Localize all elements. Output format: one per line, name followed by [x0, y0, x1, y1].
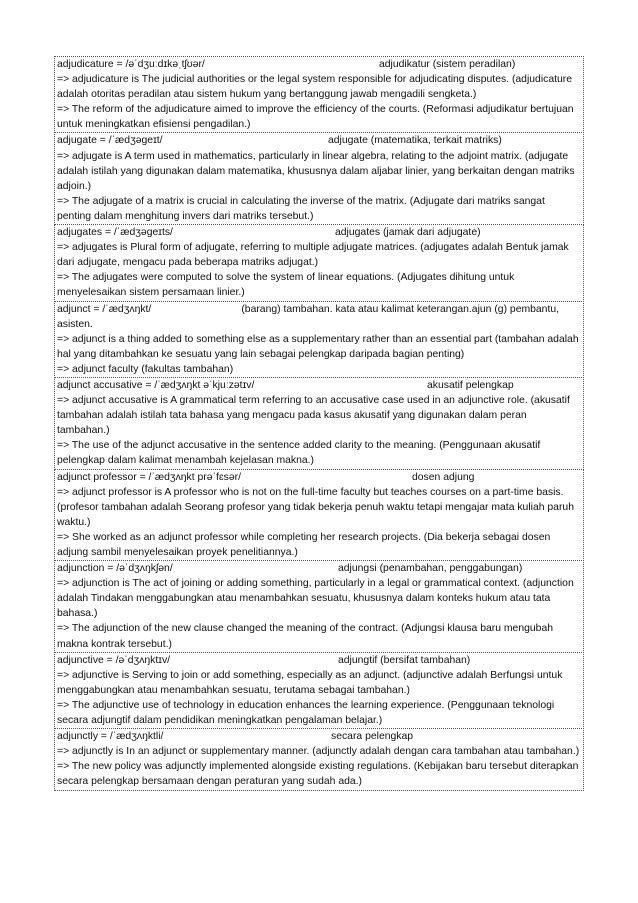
entry-definition: => adjunct accusative is A grammatical term referring to an accusative case used in an adjunctive role. (akusatif tambahan adalah istilah tata bahasa yang mengacu pada kasus akusatif yang digunakan dalam peran tambahan.) [57, 395, 570, 437]
entry-example: => The adjugates were computed to solve the system of linear equations. (Adjugates dihitung untuk menyelesaikan sistem persamaan linier.) [57, 272, 515, 299]
entry-meaning: secara pelengkap [331, 731, 414, 743]
entry-example: => The reform of the adjudicature aimed to improve the efficiency of the courts. (Reformasi adjudikatur bertujuan untuk meningkatkan efisiensi pengadilan.) [57, 104, 574, 131]
entry-definition: => adjunct is a thing added to something else as a supplementary rather than an essential part (tambahan adalah hal yang ditambahkan ke sesuatu yang lain sebagai pelengkap daripada bagian penting) [57, 333, 579, 360]
entry-meaning: akusatif pelengkap [427, 379, 514, 391]
entry-header [57, 225, 581, 240]
entry-definition: => adjugates is Plural form of adjugate, referring to multiple adjugate matrices. (adjugates adalah Bentuk jamak dari adjugate, mengacu pada beberapa matriks adjugat.) [57, 242, 569, 269]
entry-adjunct [54, 301, 584, 378]
entry-header [57, 729, 581, 744]
entry-definition: => adjunction is The act of joining or adding something, particularly in a legal or grammatical context. (adjunction adalah Tindakan menggabungkan atau menambahkan sesuatu, khususnya dalam konteks hukum atau tata bahasa.) [57, 578, 574, 620]
entry-term: adjunct accusative = /ˈædʒʌŋkt əˈkjuːzətɪv/ [57, 379, 255, 391]
entry-adjunctive [54, 652, 584, 729]
entry-adjunct-accusative [54, 377, 584, 470]
entry-term: adjugate = /ˈædʒəgeɪt/ [57, 135, 163, 147]
entry-meaning: adjudikatur (sistem peradilan) [379, 59, 516, 70]
entry-adjunct-professor [54, 469, 584, 562]
entry-example: => The adjunction of the new clause changed the meaning of the contract. (Adjungsi klausa baru mengubah makna kontrak tersebut.) [57, 623, 554, 650]
entry-header [57, 653, 581, 668]
entry-example: => The adjunctive use of technology in education enhances the learning experience. (Penggunaan teknologi secara adjungtif dalam pendidikan meningkatkan pengalaman belajar.) [57, 699, 555, 727]
entry-definition: => adjunct professor is A professor who is not on the full-time faculty but teaches courses on a part-time basis. (profesor tambahan adalah Seorang profesor yang tidak bekerja penuh waktu tetapi mengajar mata kuliah paruh waktu.) [57, 486, 574, 528]
entry-adjugate [54, 132, 584, 225]
entry-example: => The adjugate of a matrix is crucial in calculating the inverse of the matrix. (Adjugate dari matriks sangat penting dalam menghitung invers dari matriks tersebut.) [57, 195, 545, 222]
entry-meaning: adjugates (jamak dari adjugate) [335, 227, 481, 239]
entry-header [57, 133, 581, 148]
entry-term: adjunctly = /ˈædʒʌŋktli/ [57, 731, 164, 743]
entry-header [57, 378, 581, 393]
entry-example: => The new policy was adjunctly implemented alongside existing regulations. (Kebijakan baru tersebut diterapkan secara pelengkap bersamaan dengan peraturan yang sudah ada.) [57, 761, 579, 788]
entry-meaning: (barang) tambahan. kata atau kalimat keterangan.ajun (g) pembantu, asisten. [57, 303, 560, 330]
entry-definition: => adjunctly is In an adjunct or supplementary manner. (adjunctly adalah dengan cara tambahan atau tambahan.) [57, 746, 580, 758]
entry-meaning: adjungsi (penambahan, penggabungan) [338, 563, 523, 575]
entry-header [57, 561, 581, 576]
entry-adjudicature [54, 56, 584, 133]
entry-term: adjunct = /ˈædʒʌŋkt/ [57, 303, 152, 315]
entry-term: adjunct professor = /ˈædʒʌŋkt prəˈfɛsər/ [57, 471, 241, 483]
entry-term: adjunctive = /əˈdʒʌŋktɪv/ [57, 654, 171, 666]
entry-definition: => adjugate is A term used in mathematics, particularly in linear algebra, relating to the adjoint matrix. (adjugate adalah istilah yang digunakan dalam matematika, khususnya dalam aljabar linier, yang berkaitan dengan matriks adjoin.) [57, 150, 575, 192]
entry-header [57, 57, 581, 72]
entry-term: adjunction = /əˈdʒʌŋkʃən/ [57, 563, 173, 575]
entry-term: adjugates = /ˈædʒəgeɪts/ [57, 227, 173, 239]
entry-meaning: adjugate (matematika, terkait matriks) [328, 135, 502, 147]
entry-adjunctly [54, 728, 584, 790]
vocabulary-document [54, 56, 584, 791]
entry-header [57, 302, 581, 332]
entry-term: adjudicature = /əˈdʒuːdɪkəˌtʃʊər/ [57, 59, 205, 70]
entry-example: => adjunct faculty (fakultas tambahan) [57, 363, 234, 375]
entry-meaning: adjungtif (bersifat tambahan) [338, 654, 471, 666]
entry-example: => The use of the adjunct accusative in the sentence added clarity to the meaning. (Penggunaan akusatif pelengkap dalam kalimat menambah kejelasan makna.) [57, 440, 541, 467]
entry-adjunction [54, 560, 584, 653]
entry-meaning: dosen adjung [412, 471, 475, 483]
entry-example: => She worked as an adjunct professor while completing her research projects. (Dia bekerja sebagai dosen adjung sambil menyelesaikan proyek penelitiannya.) [57, 531, 551, 558]
entry-adjugates [54, 224, 584, 301]
entry-definition: => adjudicature is The judicial authorities or the legal system responsible for adjudicating disputes. (adjudicature adalah otoritas peradilan atau sistem hukum yang bertanggung jawab mengadili sengketa.) [57, 74, 573, 101]
entry-definition: => adjunctive is Serving to join or add something, especially as an adjunct. (adjunctive adalah Berfungsi untuk menggabungkan atau menambahkan sesuatu, terutama sebagai tambahan.) [57, 669, 563, 696]
entry-header [57, 470, 581, 485]
